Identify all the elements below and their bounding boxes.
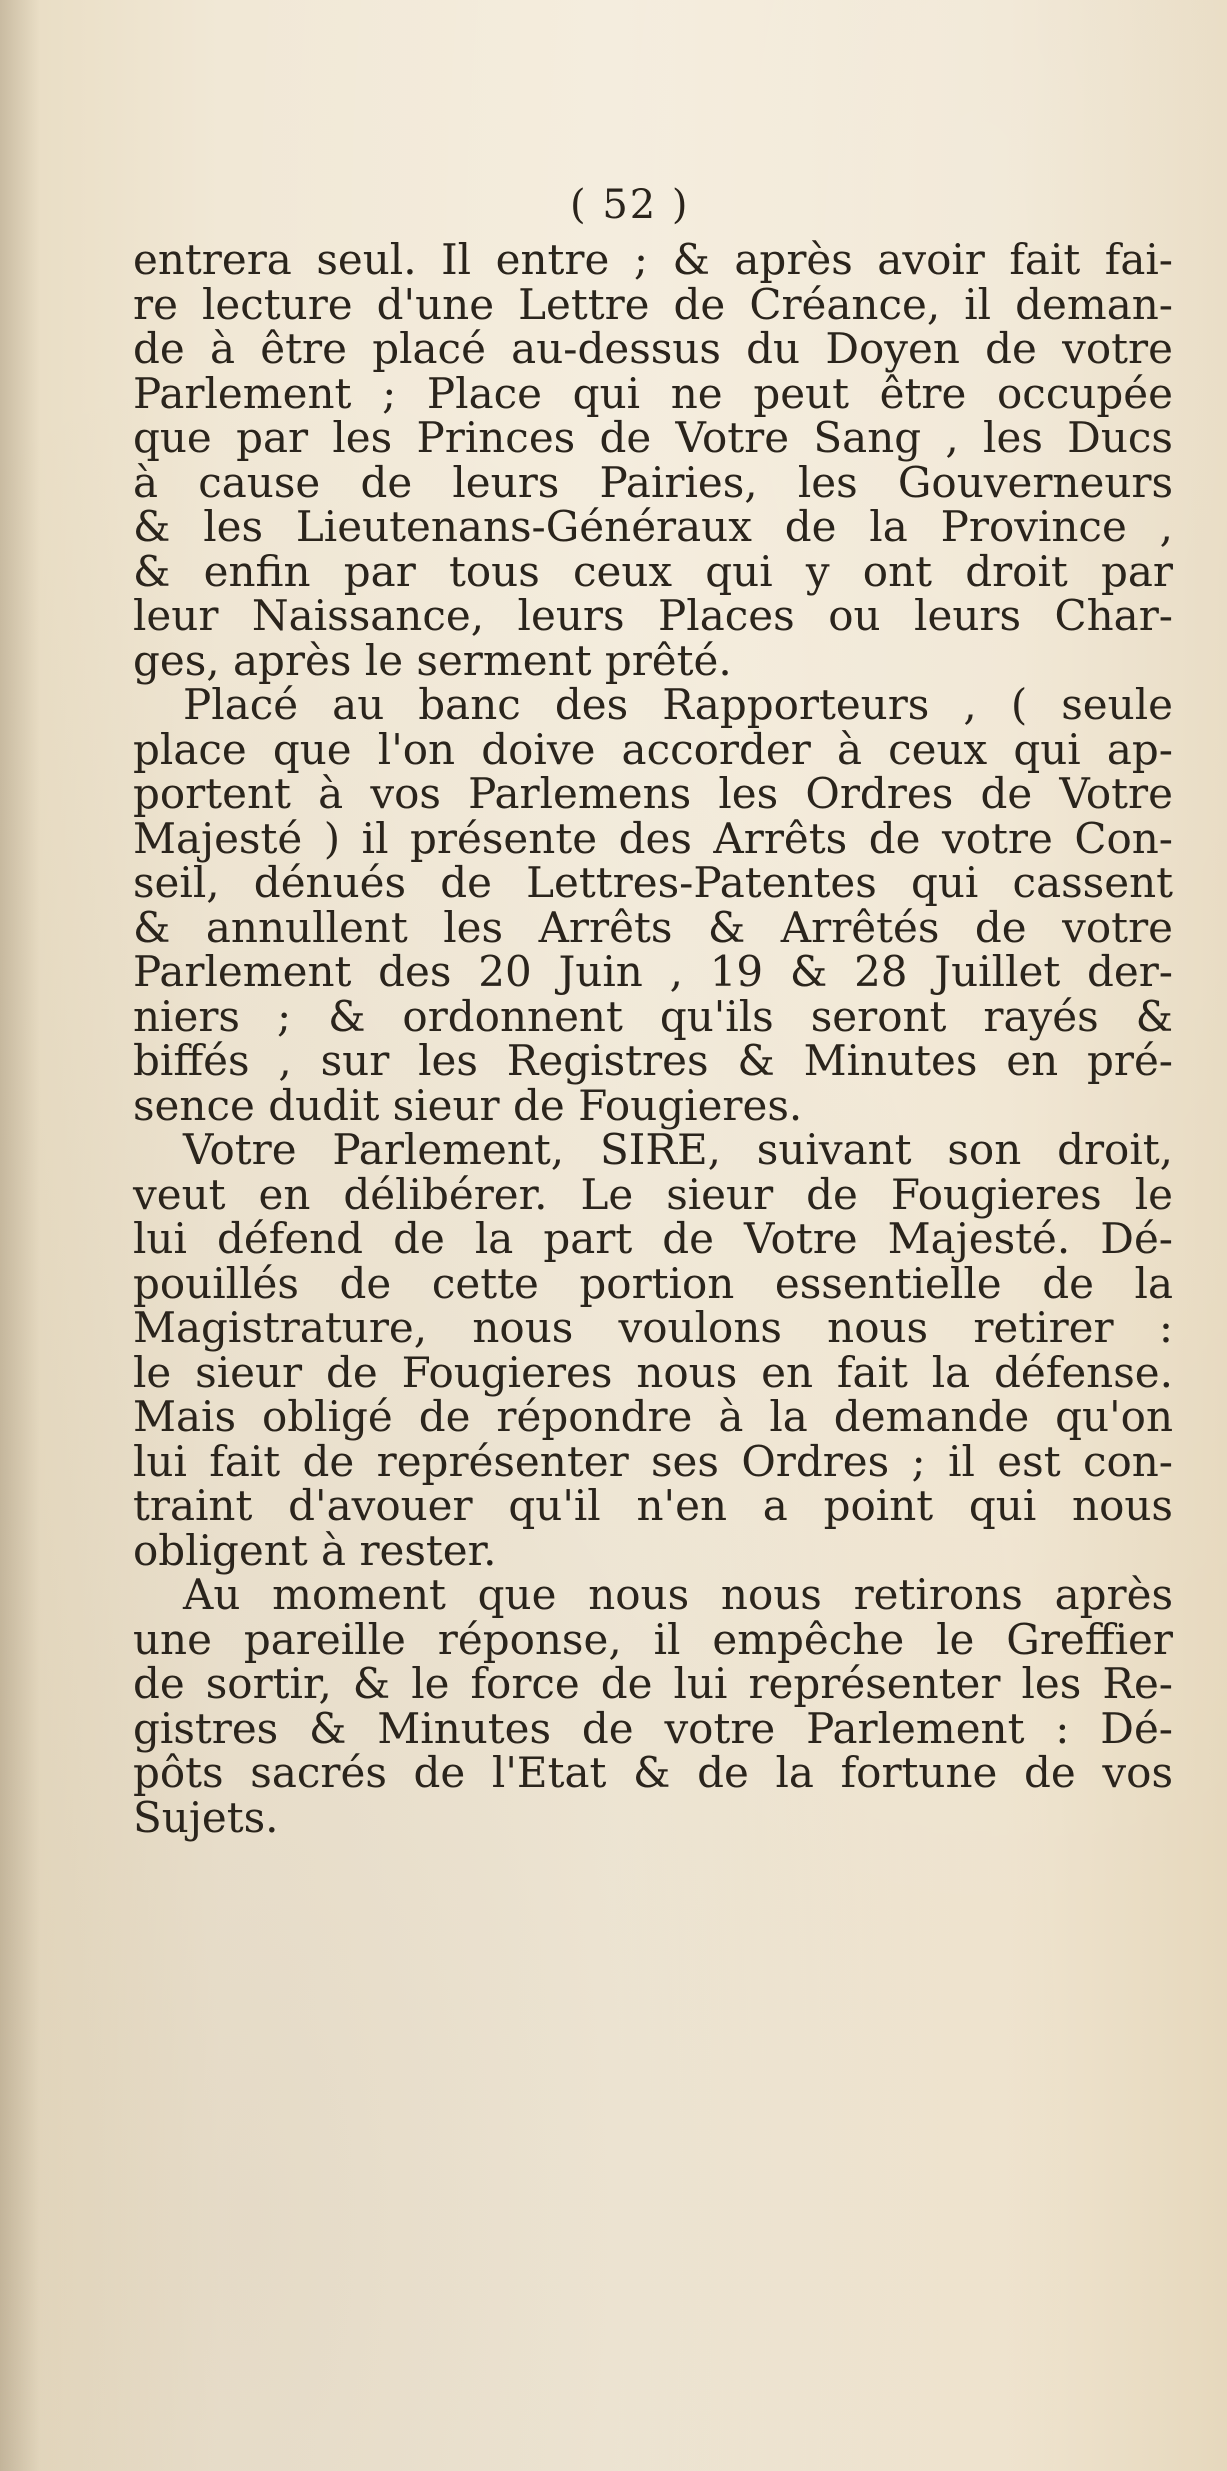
text-line: une pareille réponse, il empêche le Greffier (133, 1614, 1173, 1664)
page-body (133, 235, 1173, 1842)
text-line: Parlement ; Place qui ne peut être occupée (133, 368, 1173, 418)
text-line: & annullent les Arrêts & Arrêtés de votre (133, 902, 1173, 952)
paragraph-2 (133, 680, 1173, 1130)
text-line: seil, dénués de Lettres-Patentes qui cassent (133, 858, 1173, 907)
text-line: leur Naissance, leurs Places ou leurs Char- (133, 591, 1173, 640)
text-line: lui fait de représenter ses Ordres ; il est con- (133, 1436, 1173, 1486)
text-line: de à être placé au-dessus du Doyen de votre (133, 324, 1173, 373)
text-line: & les Lieutenans-Généraux de la Province , (133, 502, 1173, 551)
text-line: veut en délibérer. Le sieur de Fougieres le (133, 1169, 1173, 1219)
text-line: & enfin par tous ceux qui y ont droit par (133, 546, 1173, 596)
paragraph-4 (133, 1570, 1173, 1842)
text-line: gistres & Minutes de votre Parlement : Dé- (133, 1703, 1173, 1753)
text-line: Au moment que nous nous retirons après (183, 1570, 1173, 1619)
text-line: pôts sacrés de l'Etat & de la fortune de vos (133, 1748, 1173, 1797)
text-line: que par les Princes de Votre Sang , les Ducs (133, 413, 1173, 462)
text-line: portent à vos Parlemens les Ordres de Votre (133, 769, 1173, 818)
text-line: Parlement des 20 Juin , 19 & 28 Juillet der- (133, 947, 1173, 996)
text-line: entrera seul. Il entre ; & après avoir fait fai- (133, 235, 1173, 284)
text-line: lui défend de la part de Votre Majesté. Dé- (133, 1214, 1173, 1263)
text-line: Majesté ) il présente des Arrêts de votre Con- (133, 813, 1173, 863)
text-line: ges, après le serment prêté. (133, 635, 732, 685)
text-line: biffés , sur les Registres & Minutes en pré- (133, 1036, 1173, 1085)
gutter-shadow (0, 0, 40, 2471)
text-line: niers ; & ordonnent qu'ils seront rayés & (133, 991, 1173, 1041)
paragraph-3 (133, 1125, 1173, 1575)
text-line: Placé au banc des Rapporteurs , ( seule (183, 680, 1173, 729)
text-line: Sujets. (133, 1792, 279, 1842)
text-line: obligent à rester. (133, 1525, 497, 1575)
page-number: ( 52 ) (570, 182, 690, 228)
text-line: sence dudit sieur de Fougieres. (133, 1080, 803, 1130)
text-line: à cause de leurs Pairies, les Gouverneurs (133, 457, 1173, 507)
text-line: traint d'avouer qu'il n'en a point qui nous (133, 1481, 1173, 1530)
text-line: Magistrature, nous voulons nous retirer : (133, 1303, 1173, 1352)
text-line: le sieur de Fougieres nous en fait la défense. (133, 1347, 1173, 1397)
text-line: Votre Parlement, SIRE, suivant son droit, (183, 1125, 1173, 1174)
text-line: Mais obligé de répondre à la demande qu'on (133, 1392, 1173, 1441)
text-line: re lecture d'une Lettre de Créance, il deman- (133, 279, 1173, 329)
paragraph-1 (133, 235, 1173, 685)
text-line: de sortir, & le force de lui représenter les Re- (133, 1659, 1173, 1708)
text-line: place que l'on doive accorder à ceux qui ap- (133, 724, 1173, 774)
text-line: pouillés de cette portion essentielle de la (133, 1258, 1173, 1308)
